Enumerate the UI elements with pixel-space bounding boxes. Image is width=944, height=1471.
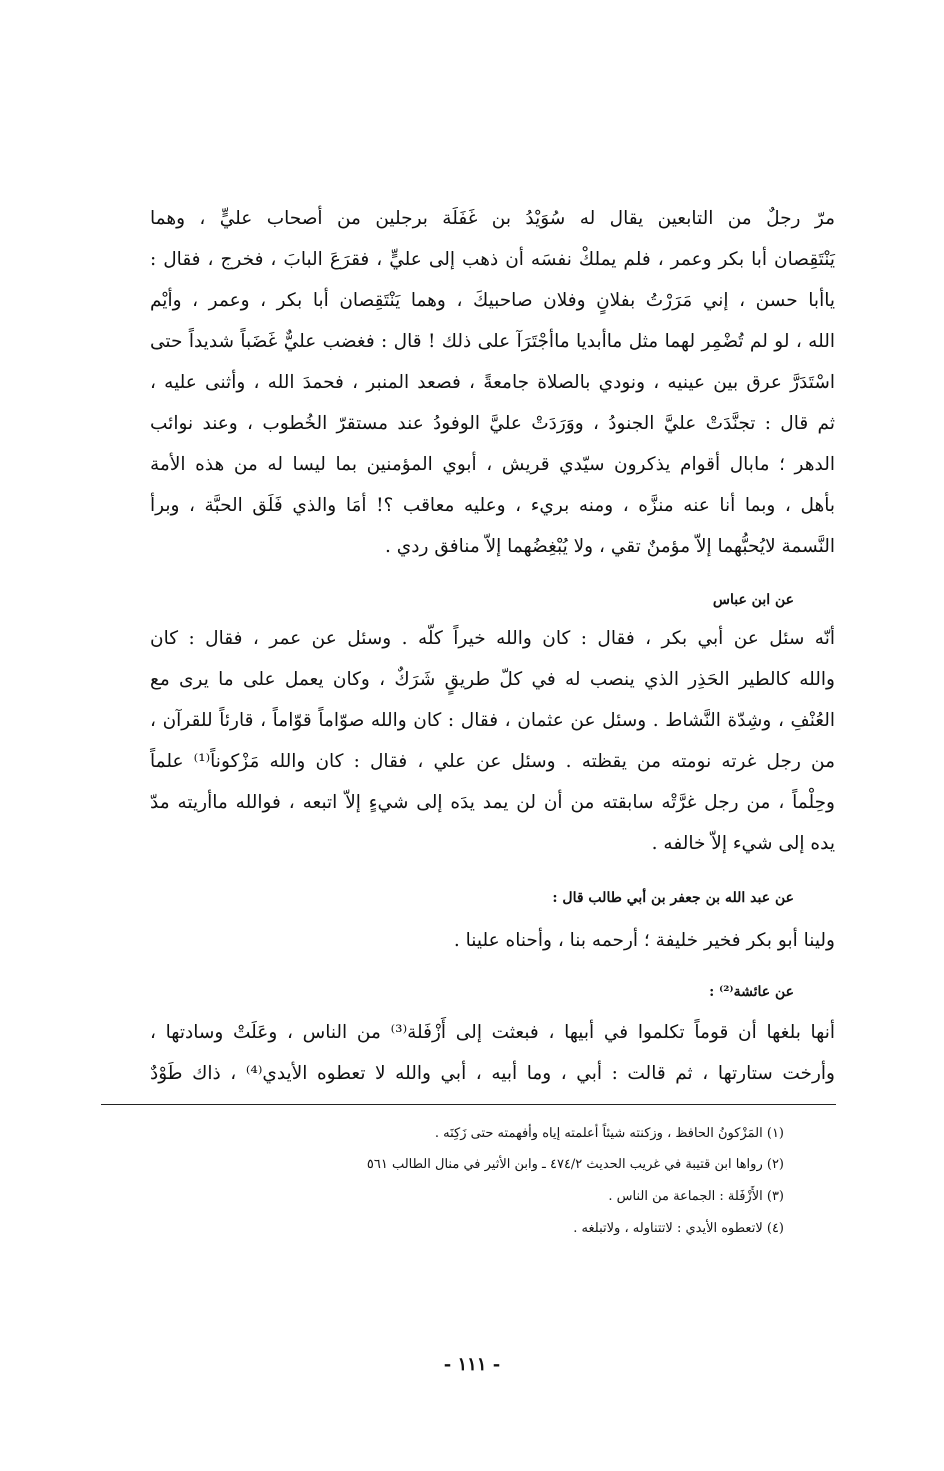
text-line: أنّه سئل عن أبي بكر ، فقال : كان والله خيراً كلّه . وسئل عن عمر ، فقال : كان [150,628,835,649]
paragraph-aisha [150,1012,835,1094]
text-line: ولينا أبو بكر فخير خليفة ؛ أرحمه بنا ، وأحناه علينا . [453,930,835,951]
text-line: ياأبا حسن ، إني مَرَرْتُ بفلانٍ وفلان صاحبيكَ ، وهما يَنْتَقِصان أبا بكر ، وعمر ، وأيْم [150,290,835,311]
text-line: بأهل ، وبما أنا عنه منزَّه ، ومنه بريء ، وعليه معاقب ؟! أمَا والذي فَلَق الحبَّة ، وبرأ [150,495,835,516]
paragraph-suwayd [150,198,835,567]
text-line: وحِلْماً ، من رجل غرَّتْه سابقته من أن لن يمد يدَه إلى شيءٍ إلاّ اتبعه ، فوالله ماأريته مدّ [150,792,835,813]
footnote-2: (٢) رواها ابن قتيبة في غريب الحديث ٤٧٤/٢ ـ وابن الأثير في منال الطالب ٥٦١ [366,1157,784,1172]
text-line: ثم قال : تجنَّدَتْ عليَّ الجنودُ ، ووَرَدَتْ عليَّ الوفودُ عند مستقرّ الخُطوب ، وعند نوائب [150,413,835,434]
text-line: أنها بلغها أن قوماً تكلموا في أبيها ، فبعثت إلى أَزْفَلة⁽³⁾ من الناس ، وعَلَتْ وسادتها ، [150,1022,835,1043]
text-line: يَنْتَقِصان أبا بكر وعمر ، فلم يملكْ نفسَه أن ذهب إلى عليٍّ ، فقرَعَ البابَ ، فخرج ، فقال : [150,249,835,270]
footnote-1: (١) المَزْكونُ الحافظ ، وزكنته شيئاً أعلمته إياه وأفهمته حتى زَكِنَه . [434,1126,784,1141]
text-line: والله كالطير الحَذِر الذي ينصب له في كلّ طريقٍ شَرَكٌ ، وكان يعمل على ما يرى مع [150,669,835,690]
text-line: من رجل غرته نومته من يقظته . وسئل عن علي ، فقال : كان والله مَزْكوناً⁽¹⁾ علماً [150,751,836,772]
text-line: النَّسمة لايُحبُّهما إلاّ مؤمنٌ تقي ، ولا يُبْغِضُهما إلاّ منافق ردي . [385,536,835,557]
heading-ibn-abbas: عن ابن عباس [712,592,794,608]
paragraph-abdullah-ibn-jafar [150,920,835,961]
heading-abdullah-ibn-jafar: عن عبد الله بن جعفر بن أبي طالب قال : [552,890,794,906]
text-line: وأرخت ستارتها ، ثم قالت : أبي ، وما أبيه ، أبي والله لا تعطوه الأيدي⁽⁴⁾ ، ذاك طَوْدٌ [150,1063,835,1084]
text-line: الدهر ؛ مابال أقوام يذكرون سيّدي قريش ، أبوي المؤمنين بما ليسا له من هذه الأمة [150,454,835,475]
footnote-3: (٣) الأَزْفَلة : الجماعة من الناس . [608,1189,784,1204]
text-line: اسْتَدَرَّ عرق بين عينيه ، ونودي بالصلاة جامعةً ، فصعد المنبر ، فحمدَ الله ، وأثنى عليه ، [150,372,835,393]
paragraph-ibn-abbas [150,618,835,864]
footnote-divider [101,1104,836,1105]
text-line: مرّ رجلٌ من التابعين يقال له سُوَيْدُ بن غَفَلَة برجلين من أصحاب عليٍّ ، وهما [150,208,835,229]
text-line: يده إلى شيء إلاّ خالفه . [651,833,835,854]
text-line: الله ، لو لم تُضْمِر لهما مثل ماأبديا ماأجْتَرَآ على ذلك ! قال : فغضب عليٌّ غَضَباً شديداً حتى [150,331,835,352]
page-number: - ١١١ - [443,1354,501,1375]
heading-aisha: عن عائشة⁽²⁾ : [709,984,794,1000]
footnote-4: (٤) لاتعطوه الأيدي : لاتتناوله ، ولاتبلغه . [573,1221,784,1236]
text-line: العُنْفِ ، وشِدّة النَّشاط . وسئل عن عثمان ، فقال : كان والله صوّاماً قوّاماً ، قارئاً للقرآن ، [150,710,835,731]
